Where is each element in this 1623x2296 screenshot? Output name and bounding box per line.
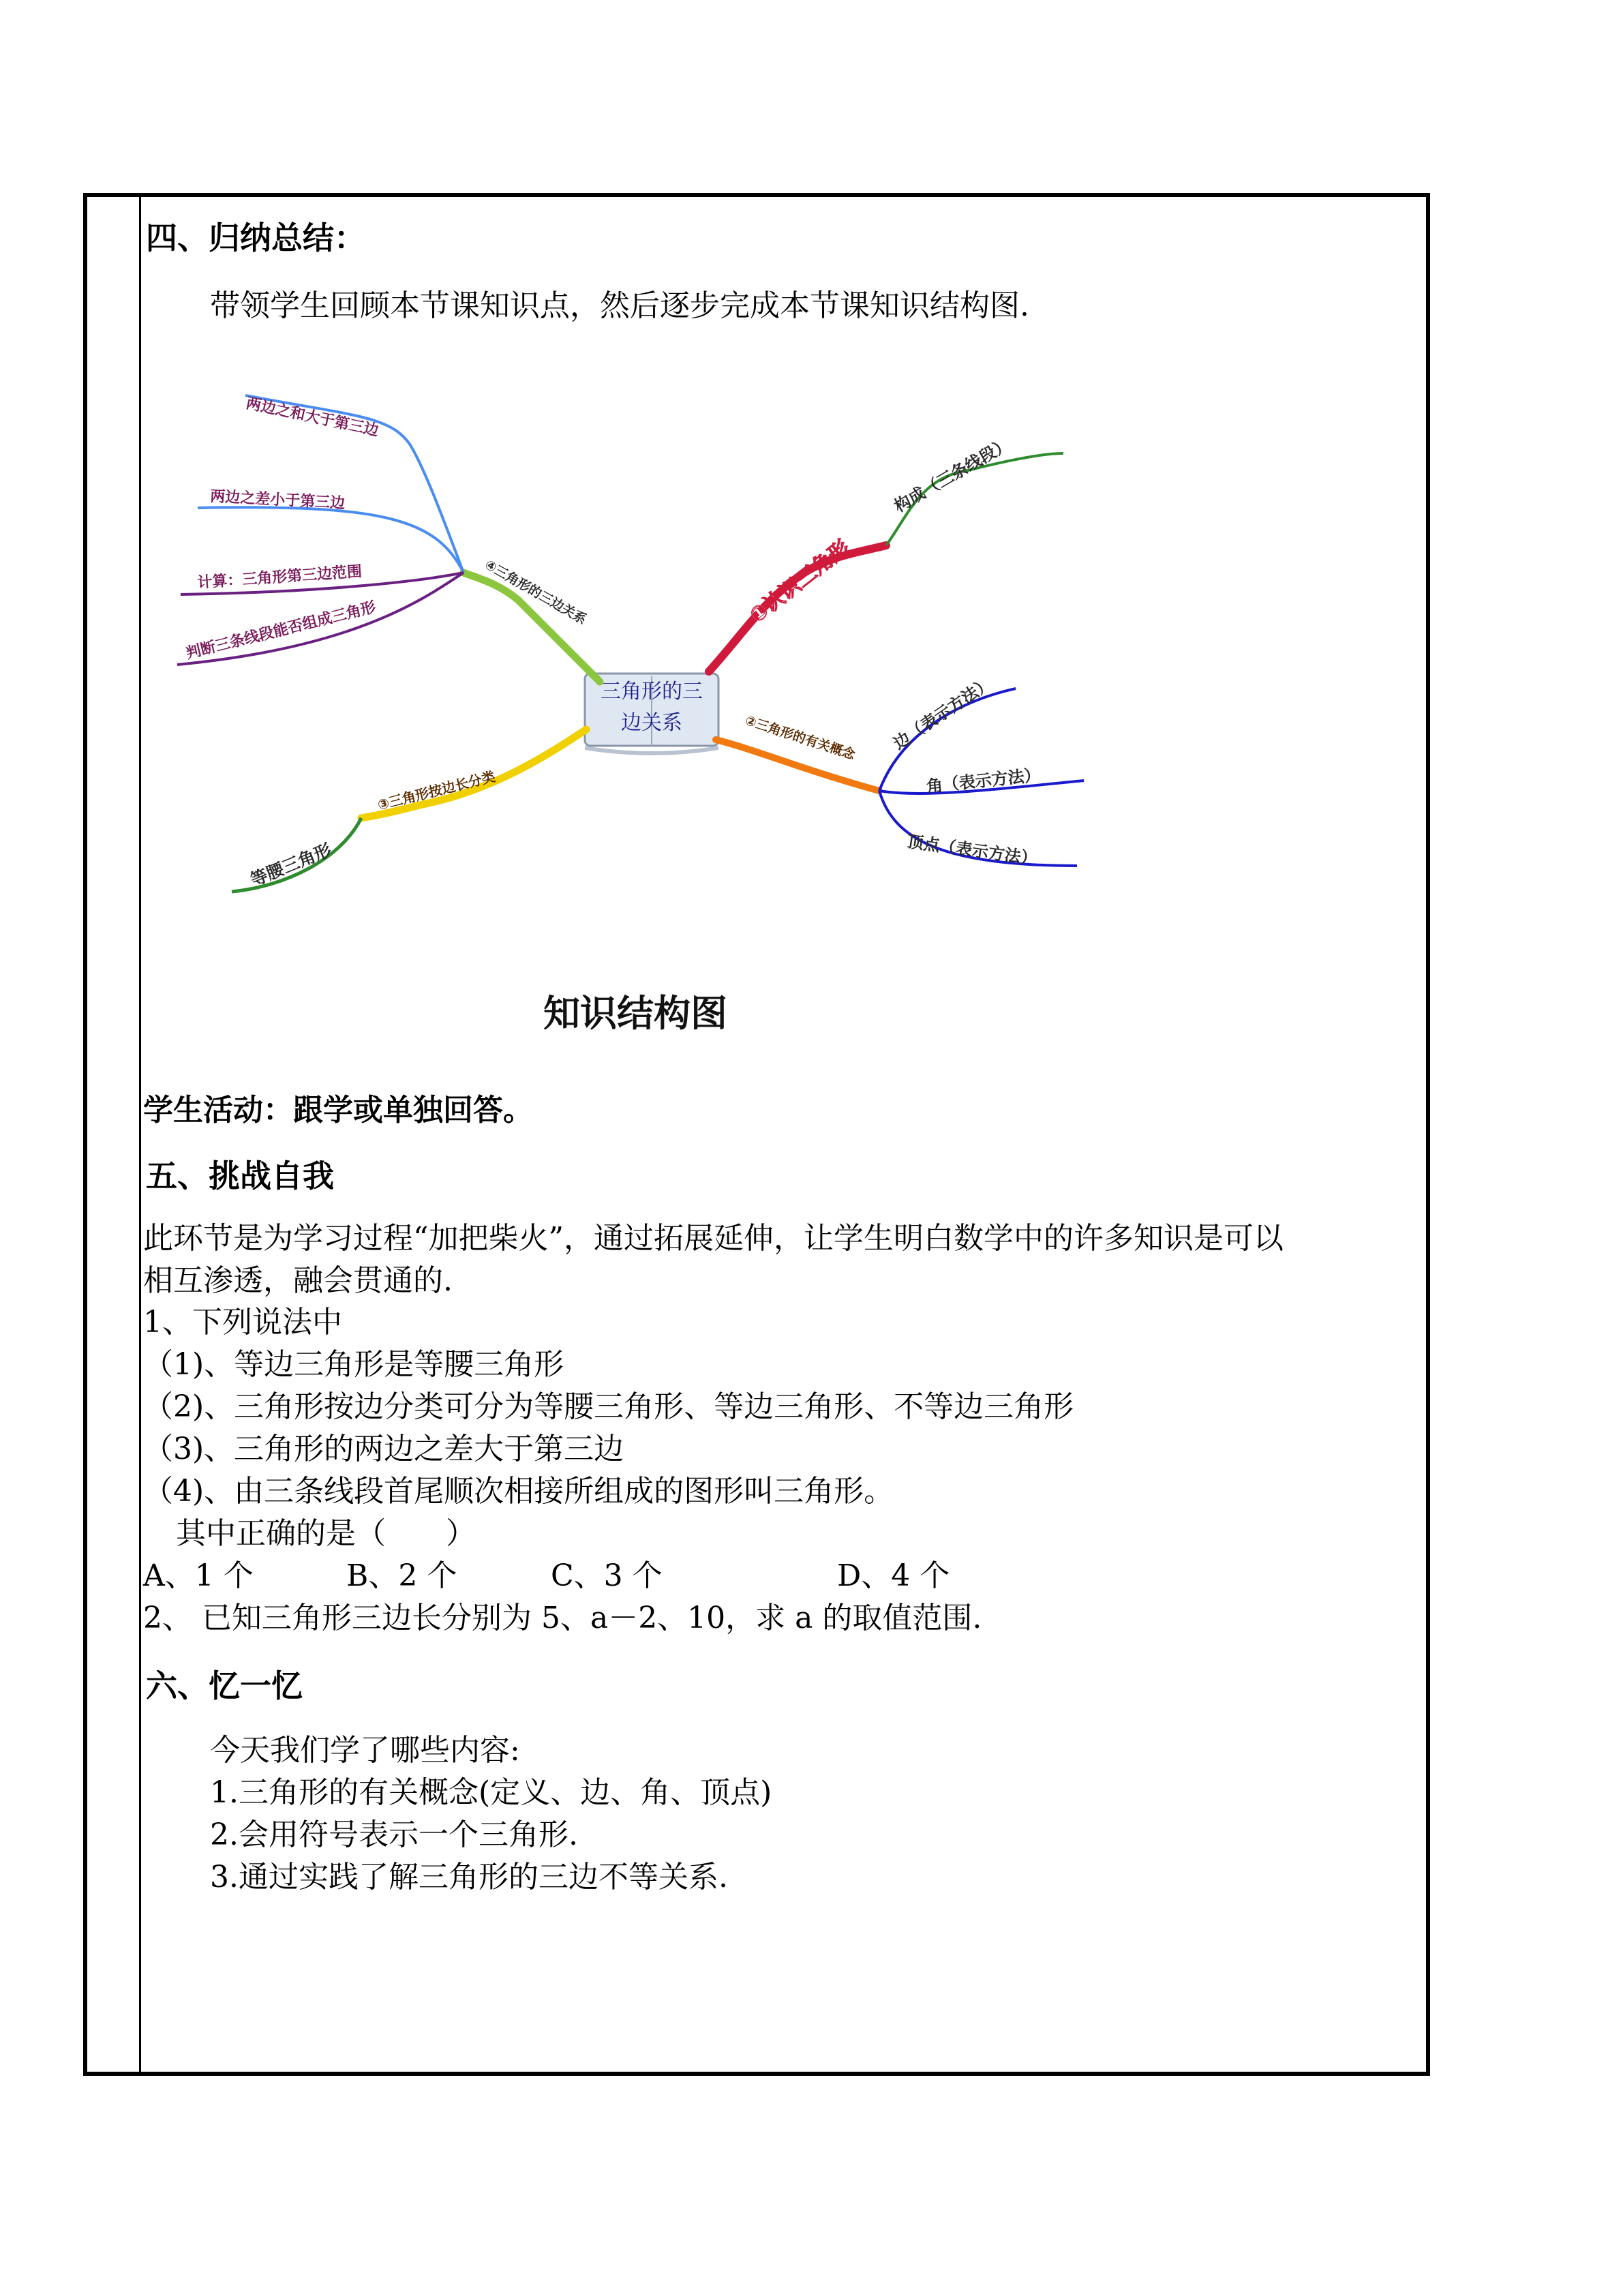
table-column-divider (139, 193, 141, 2076)
statement-3: （3)、三角形的两边之差大于第三边 (143, 1432, 624, 1466)
mindmap-caption: 知识结构图 (543, 992, 727, 1035)
mindmap-branch-1: ①认识三角形 (745, 535, 855, 629)
mindmap-branch-3-leaf: 等腰三角形 (247, 839, 335, 890)
option-c: C、3 个 (551, 1558, 663, 1593)
mindmap-branch-4: ④三角形的三边关系 (482, 557, 590, 628)
mindmap-center-line1: 三角形的三 (601, 680, 703, 704)
section-5-heading: 五、挑战自我 (146, 1158, 334, 1194)
summary-item-2: 2.会用符号表示一个三角形. (210, 1817, 578, 1852)
statement-1: （1)、等边三角形是等腰三角形 (143, 1347, 564, 1382)
mindmap-branch-4-leaf-calc: 计算：三角形第三边范围 (196, 563, 363, 592)
statement-2: （2)、三角形按边分类可分为等腰三角形、等边三角形、不等边三角形 (143, 1389, 1074, 1424)
section-5-para-line1: 此环节是为学习过程“加把柴火”，通过拓展延伸，让学生明白数学中的许多知识是可以 (143, 1221, 1284, 1256)
question-1: 1、下列说法中 (143, 1305, 342, 1340)
mindmap-branch-4-leaf-diff: 两边之差小于第三边 (209, 488, 346, 513)
student-activity: 学生活动：跟学或单独回答。 (143, 1093, 533, 1128)
mindmap-branch-3: ③三角形按边长分类 (376, 768, 497, 813)
mindmap-branch-4-leaf-sum: 两边之和大于第三边 (244, 395, 380, 440)
mindmap-branch-2-leaf-side: 边（表示方法） (890, 673, 996, 753)
summary-item-1: 1.三角形的有关概念(定义、边、角、顶点) (210, 1775, 772, 1810)
section-4-intro: 带领学生回顾本节课知识点，然后逐步完成本节课知识结构图. (210, 288, 1029, 323)
mindmap-branch-4-leaf-judge: 判断三条线段能否组成三角形 (184, 599, 378, 663)
mindmap-center-node (585, 674, 718, 755)
section-6-intro: 今天我们学了哪些内容: (210, 1733, 520, 1768)
knowledge-structure-mindmap (157, 368, 1111, 1036)
question-1-ask: 其中正确的是（ ） (176, 1516, 476, 1551)
option-a: A、1 个 (143, 1558, 254, 1593)
mindmap-branch-1-leaf: 构成（三条线段） (891, 434, 1014, 517)
section-6-heading: 六、忆一忆 (146, 1667, 303, 1704)
option-d: D、4 个 (837, 1558, 950, 1593)
section-4-heading: 四、归纳总结： (146, 220, 365, 256)
option-b: B、2 个 (346, 1558, 457, 1593)
mindmap-branch-2: ②三角形的有关概念 (743, 712, 858, 763)
mindmap-center-line2: 边关系 (621, 711, 682, 735)
statement-4: （4)、由三条线段首尾顺次相接所组成的图形叫三角形。 (143, 1474, 894, 1509)
mindmap-branch-2-leaf-angle: 角（表示方法） (925, 765, 1042, 796)
mindmap-branch-2-leaf-vertex: 顶点（表示方法） (906, 832, 1039, 869)
summary-item-3: 3.通过实践了解三角形的三边不等关系. (210, 1860, 728, 1894)
section-5-para-line2: 相互渗透，融会贯通的. (143, 1263, 453, 1298)
question-2: 2、 已知三角形三边长分别为 5、a－2、10，求 a 的取值范围. (143, 1601, 982, 1635)
